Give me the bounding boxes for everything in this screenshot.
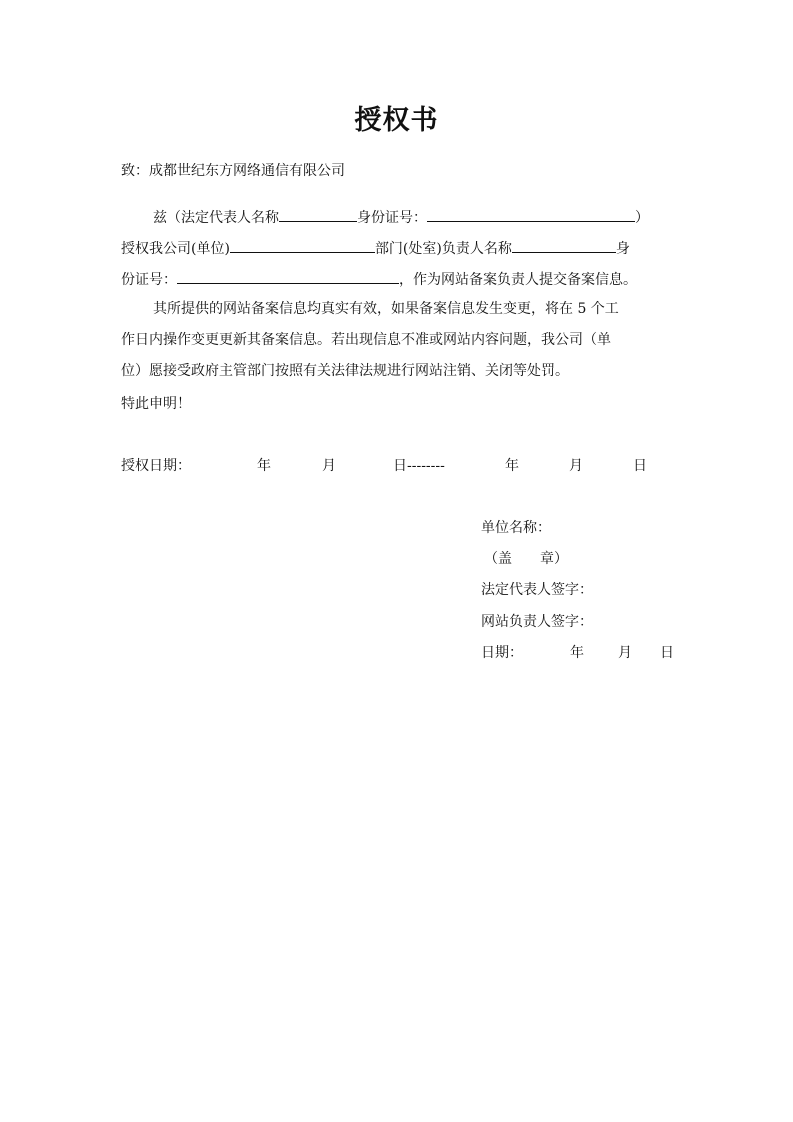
legal-rep-name-blank xyxy=(279,206,357,222)
para1-line1-text-c: ） xyxy=(635,210,649,226)
owner-id-blank xyxy=(177,268,399,284)
signature-date-label: 日期： xyxy=(481,645,523,661)
seal-label: （盖 章） xyxy=(484,551,568,567)
auth-date-label: 授权日期： xyxy=(121,458,191,474)
unit-blank xyxy=(230,237,375,253)
legal-rep-id-blank xyxy=(427,206,635,222)
document-title: 授权书 xyxy=(354,105,439,136)
signature-date-day: 日 xyxy=(660,645,674,661)
auth-date-day-end: 日 xyxy=(633,458,647,474)
site-owner-signature-label: 网站负责人签字： xyxy=(481,614,593,630)
para1-line3 xyxy=(121,268,637,290)
para1-line2-text-b: 部门(处室)负责人名称 xyxy=(374,241,512,257)
para2-line2: 作日内操作变更更新其备案信息。若出现信息不准或网站内容问题，我公司（单 xyxy=(121,332,611,348)
para1-line1-text-a: 兹（法定代表人名称 xyxy=(153,210,279,226)
statement: 特此申明！ xyxy=(121,396,191,412)
para1-line1 xyxy=(153,206,649,228)
para1-line2-text-a: 授权我公司(单位) xyxy=(121,241,230,257)
unit-name-label: 单位名称： xyxy=(481,520,551,536)
para1-line2-text-c: 身 xyxy=(615,241,630,257)
auth-date-year-end: 年 xyxy=(505,458,519,474)
owner-name-blank xyxy=(512,237,616,253)
para1-line3-text-a: 份证号： xyxy=(121,272,177,288)
para1-line3-text-b: ，作为网站备案负责人提交备案信息。 xyxy=(399,272,637,288)
auth-date-month-end: 月 xyxy=(569,458,583,474)
auth-date-year-start: 年 xyxy=(257,458,271,474)
signature-date-row xyxy=(0,643,793,663)
para1-line1-text-b: 身份证号： xyxy=(357,210,427,226)
para1-line2 xyxy=(121,237,630,259)
para2-line3: 位）愿接受政府主管部门按照有关法律法规进行网站注销、关闭等处罚。 xyxy=(121,363,569,379)
signature-date-year: 年 xyxy=(570,645,584,661)
legal-rep-signature-label: 法定代表人签字： xyxy=(481,582,593,598)
signature-date-month: 月 xyxy=(618,645,632,661)
para2-line1: 其所提供的网站备案信息均真实有效，如果备案信息发生变更，将在 5 个工 xyxy=(153,301,619,317)
auth-date-day-start: 日-------- xyxy=(393,458,445,474)
auth-date-month-start: 月 xyxy=(322,458,336,474)
authorization-date-row xyxy=(0,456,793,476)
addressee: 致：成都世纪东方网络通信有限公司 xyxy=(121,163,345,179)
